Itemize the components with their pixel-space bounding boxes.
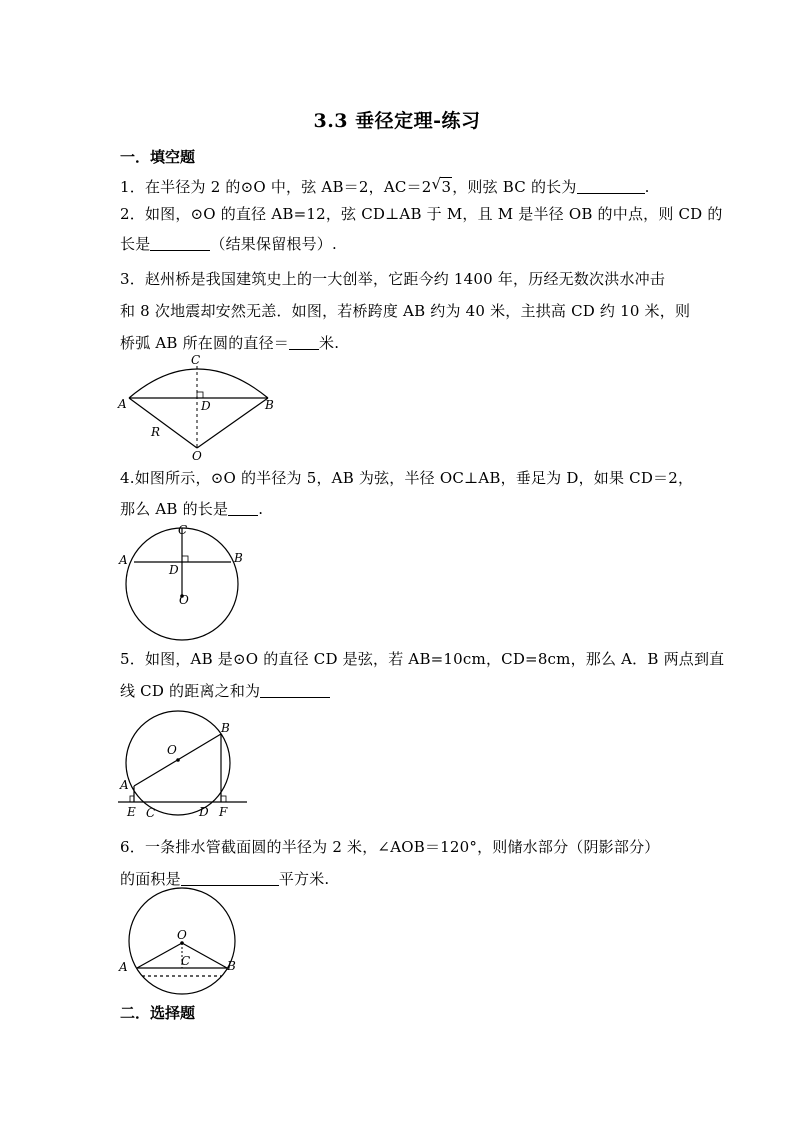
q3-text-after: 米. xyxy=(319,334,340,352)
label-e: E xyxy=(127,805,136,819)
label-a: A xyxy=(118,397,127,411)
question-4-line-2 xyxy=(120,498,263,519)
q1-answer-blank[interactable] xyxy=(577,179,645,194)
q6-text-after: 平方米. xyxy=(278,870,330,888)
circle-o xyxy=(126,711,230,815)
question-5-line-1: 5．如图，AB 是⊙O 的直径 CD 是弦，若 AB=10cm，CD=8cm，那么 A．B 两点到直 xyxy=(120,650,725,668)
label-a: A xyxy=(120,778,129,792)
section-heading-fill-in: 一．填空题 xyxy=(120,148,196,166)
q3-text-before: 桥弧 AB 所在圆的直径＝ xyxy=(120,334,289,352)
q5-answer-blank[interactable] xyxy=(260,683,330,698)
right-angle-mark xyxy=(182,556,188,562)
figure-circle-diameter xyxy=(115,716,250,820)
label-o: O xyxy=(192,449,202,463)
label-b: B xyxy=(227,959,236,973)
question-3-line-1: 3．赵州桥是我国建筑史上的一大创举，它距今约 1400 年，历经无数次洪水冲击 xyxy=(120,270,666,288)
label-b: B xyxy=(221,721,230,735)
question-1 xyxy=(120,176,650,197)
question-2-line-2 xyxy=(120,233,337,254)
label-d: D xyxy=(169,563,179,577)
q1-end: . xyxy=(644,178,650,196)
label-a: A xyxy=(119,960,128,974)
label-b: B xyxy=(265,398,274,412)
label-r: R xyxy=(151,425,161,439)
q6-text-before: 的面积是 xyxy=(120,870,181,888)
section-heading-multiple-choice: 二．选择题 xyxy=(120,1004,196,1022)
q2-text-before: 长是 xyxy=(120,235,151,253)
q4-text-before: 那么 AB 的长是 xyxy=(120,500,229,518)
label-o: O xyxy=(179,593,189,607)
question-6-line-2 xyxy=(120,868,329,889)
label-o: O xyxy=(177,928,187,942)
label-c: C xyxy=(191,353,201,367)
label-f: F xyxy=(219,805,228,819)
radius-oa xyxy=(129,398,197,448)
label-c: C xyxy=(146,806,156,820)
q3-answer-blank[interactable] xyxy=(289,335,319,350)
label-b: B xyxy=(234,551,243,565)
q6-answer-blank[interactable] xyxy=(181,871,279,886)
label-d: D xyxy=(201,399,211,413)
figure-circle-chord xyxy=(115,522,250,644)
q1-radicand: 3 xyxy=(441,178,452,196)
right-angle-mark-e xyxy=(130,796,134,802)
radius-oa xyxy=(137,943,182,968)
label-c: C xyxy=(178,523,188,537)
sqrt-symbol: √ 3 xyxy=(431,175,452,196)
label-o: O xyxy=(167,743,177,757)
center-point xyxy=(176,758,180,762)
question-2-line-1: 2．如图，⊙O 的直径 AB=12，弦 CD⊥AB 于 M，且 M 是半径 OB 的中点，则 CD 的 xyxy=(120,205,723,223)
figure-bridge-arc xyxy=(115,352,285,464)
right-angle-mark-f xyxy=(221,796,226,802)
question-5-line-2 xyxy=(120,680,330,701)
question-4-line-1: 4.如图所示，⊙O 的半径为 5，AB 为弦，半径 OC⊥AB，垂足为 D，如果 CD＝2， xyxy=(120,469,694,487)
label-d: D xyxy=(199,805,209,819)
question-3-line-3 xyxy=(120,332,339,353)
right-angle-mark xyxy=(197,392,203,398)
q4-answer-blank[interactable] xyxy=(228,501,258,516)
q1-text-after: ，则弦 BC 的长为 xyxy=(452,178,577,196)
q5-text: 线 CD 的距离之和为 xyxy=(120,682,261,700)
q2-text-after: （结果保留根号）. xyxy=(210,235,337,253)
page-title: 3.3 垂径定理-练习 xyxy=(313,110,481,132)
q1-text-before: 1．在半径为 2 的⊙O 中，弦 AB＝2，AC＝2 xyxy=(120,178,432,196)
figure-pipe-section xyxy=(115,895,245,989)
label-a: A xyxy=(119,553,128,567)
label-c: C xyxy=(181,954,191,968)
question-6-line-1: 6．一条排水管截面圆的半径为 2 米，∠AOB＝120°，则储水部分（阴影部分） xyxy=(120,838,660,856)
question-3-line-2: 和 8 次地震却安然无恙．如图，若桥跨度 AB 约为 40 米，主拱高 CD 约 10 米，则 xyxy=(120,302,691,320)
arc-ab xyxy=(129,369,268,398)
q4-text-after: . xyxy=(258,500,264,518)
q2-answer-blank[interactable] xyxy=(150,236,210,251)
